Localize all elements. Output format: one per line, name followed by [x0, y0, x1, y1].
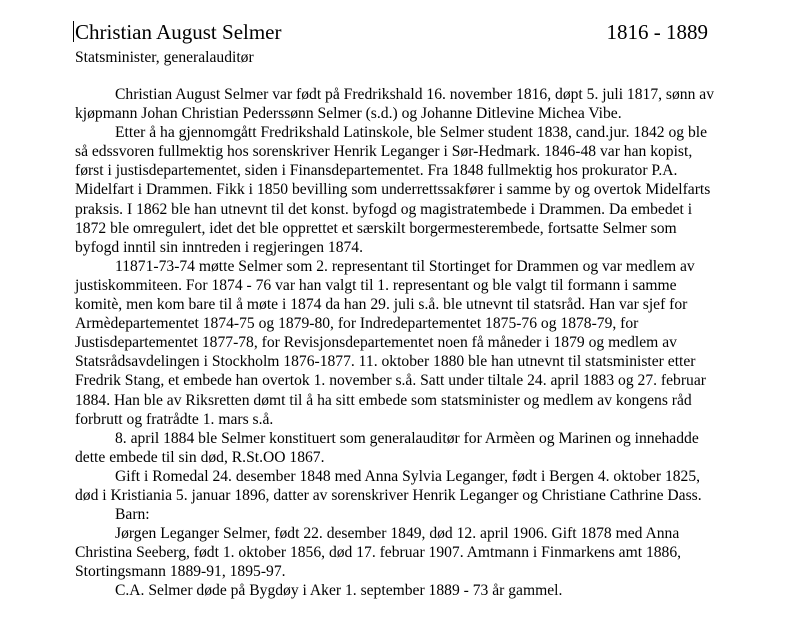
person-name-heading: Christian August Selmer — [75, 20, 282, 44]
paragraph-politics: 11871-73-74 møtte Selmer som 2. representant til Stortinget for Drammen og var medlem av justiskommiteen. For 1874 - 76 var han valgt til 1. representant og ble valgt til formann i samme komitè, men kom bare til å møte i 1874 da han 29. juli s.å. ble utnevnt til statsråd. Han var sjef for Armèdepartementet 1874-75 og 1879-80, for Indredepartementet 1875-76 og 1878-79, for Justisdepartementet 1877-78, for Revisjonsdepartementet noen få måneder i 1879 og medlem av Statsrådsavdelingen i Stockholm 1876-1877. 11. oktober 1880 ble han utnevnt til statsminister etter Fredrik Stang, et embede han overtok 1. november s.å. Satt under tiltale 24. april 1883 og 27. februar 1884. Han ble av Riksretten dømt til å ha sitt embede som statsminister og medlem av kongens råd forbrutt og fratrådte 1. mars s.å. — [75, 257, 706, 428]
text-cursor — [73, 21, 74, 42]
paragraph-children-label: Barn: — [115, 506, 150, 524]
paragraph-child: Jørgen Leganger Selmer, født 22. desember 1849, død 12. april 1906. Gift 1878 med Anna Christina Seeberg, født 1. oktober 1856, død 17. februar 1907. Amtmann i Finmarkens amt 1886, Stortingsmann 1889-91, 1895-97. — [75, 525, 682, 581]
paragraph-auditor: 8. april 1884 ble Selmer konstituert som generalauditør for Armèen og Marinen og innehadde dette embede til sin død, R.St.OO 1867. — [75, 429, 699, 466]
paragraph-birth: Christian August Selmer var født på Fredrikshald 16. november 1816, døpt 5. juli 1817, sønn av kjøpmann Johan Christian Pederssønn Selmer (s.d.) og Johanne Ditlevine Michea Vibe. — [75, 86, 714, 123]
paragraph-death: C.A. Selmer døde på Bygdøy i Aker 1. september 1889 - 73 år gammel. — [115, 582, 563, 600]
person-titles: Statsminister, generalauditør — [75, 49, 254, 66]
life-years: 1816 - 1889 — [606, 20, 708, 44]
paragraph-career: Etter å ha gjennomgått Fredrikshald Latinskole, ble Selmer student 1838, cand.jur. 1842 og ble så edssvoren fullmektig hos sorenskriver Henrik Leganger i Sør-Hedmark. 1846-48 var han kopist, først i justisdepartementet, siden i Finansdepartementet. Fra 1848 fullmektig hos prokurator P.A. Midelfart i Drammen. Fikk i 1850 bevilling som underrettssakfører i samme by og overtok Midelfarts praksis. I 1862 ble han utnevnt til det konst. byfogd og magistratembede i Drammen. Da embedet i 1872 ble omregulert, idet det ble opprettet et særskilt borgermesterembede, fortsatte Selmer som byfogd inntil sin inntreden i regjeringen 1874. — [75, 124, 711, 256]
paragraph-marriage: Gift i Romedal 24. desember 1848 med Anna Sylvia Leganger, født i Bergen 4. oktober 1825, død i Kristiania 5. januar 1896, datter av sorenskriver Henrik Leganger og Christiane Cathrine Dass. — [75, 467, 702, 504]
document-header — [75, 18, 715, 48]
document-page — [75, 18, 715, 601]
biography-text — [75, 85, 715, 601]
